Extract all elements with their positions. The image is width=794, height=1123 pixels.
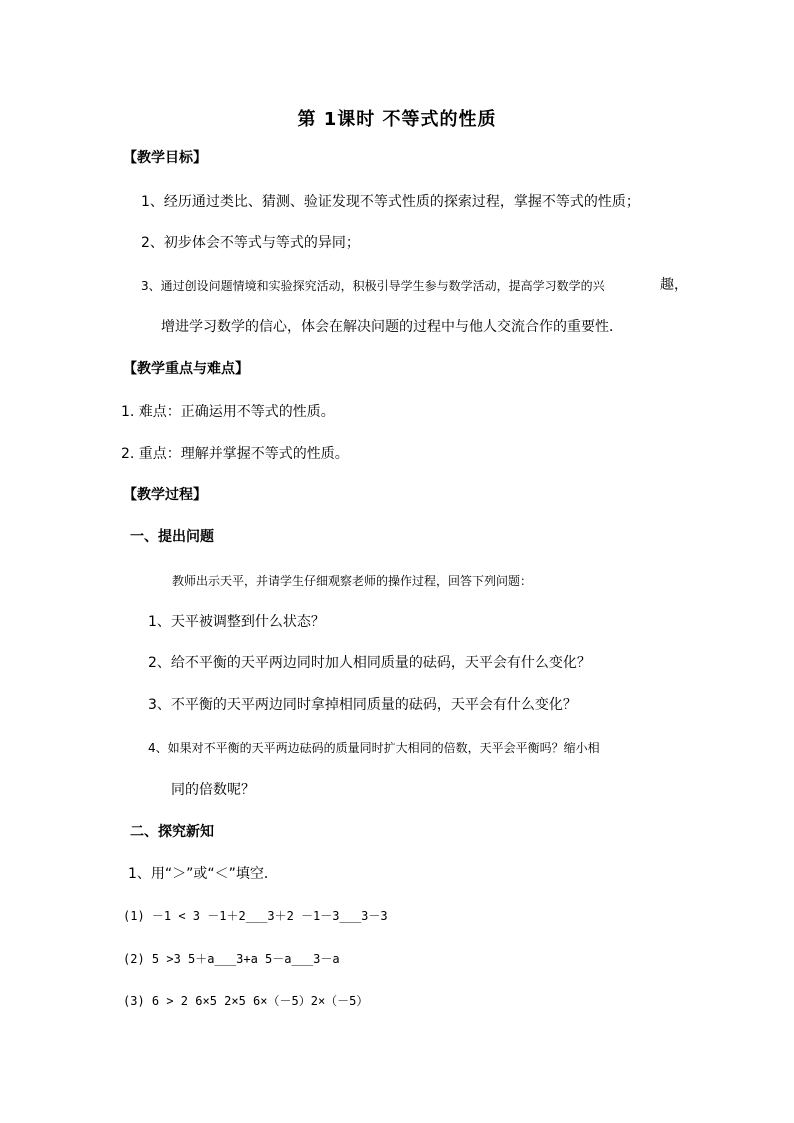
question-4: 4、如果对不平衡的天平两边砝码的质量同时扩大相同的倍数，天平会平衡吗？缩小相 <box>148 741 600 755</box>
goal-item-3-tail: 趣， <box>660 277 688 293</box>
part1-intro: 教师出示天平，并请学生仔细观察老师的操作过程，回答下列问题： <box>172 574 533 588</box>
question-4-cont: 同的倍数呢？ <box>171 782 255 798</box>
question-3: 3、不平衡的天平两边同时拿掉相同质量的砝码，天平会有什么变化？ <box>148 697 577 713</box>
exercise-2: (2) 5 >3 5＋a___3+a 5－a___3－a <box>123 952 340 966</box>
question-1: 1、天平被调整到什么状态？ <box>148 614 325 630</box>
goals-heading: 【教学目标】 <box>123 150 207 166</box>
fill-task: 1、用“＞”或“＜”填空． <box>128 866 278 882</box>
focus-heading: 【教学重点与难点】 <box>123 361 249 377</box>
goal-item-3: 3、通过创设问题情境和实验探究活动，积极引导学生参与数学活动，提高学习数学的兴 <box>141 279 605 293</box>
goal-item-1: 1、经历通过类比、猜测、验证发现不等式性质的探索过程，掌握不等式的性质； <box>141 194 640 210</box>
page-title: 第 1课时 不等式的性质 <box>297 109 497 130</box>
part1-heading: 一、提出问题 <box>130 529 214 545</box>
exercise-3: (3) 6 > 2 6×5 2×5 6×（－5）2×（－5） <box>123 994 369 1008</box>
question-2: 2、给不平衡的天平两边同时加人相同质量的砝码，天平会有什么变化？ <box>148 655 591 671</box>
focus-item-1: 1. 难点：正确运用不等式的性质。 <box>121 404 335 420</box>
goal-item-2: 2、初步体会不等式与等式的异同； <box>141 235 360 251</box>
exercise-1: (1) －1 < 3 －1＋2___3＋2 －1－3___3－3 <box>123 909 388 923</box>
part2-heading: 二、探究新知 <box>130 824 214 840</box>
process-heading: 【教学过程】 <box>123 487 207 503</box>
focus-item-2: 2. 重点：理解并掌握不等式的性质。 <box>121 446 349 462</box>
goal-item-3-cont: 增进学习数学的信心，体会在解决问题的过程中与他人交流合作的重要性． <box>161 319 623 335</box>
